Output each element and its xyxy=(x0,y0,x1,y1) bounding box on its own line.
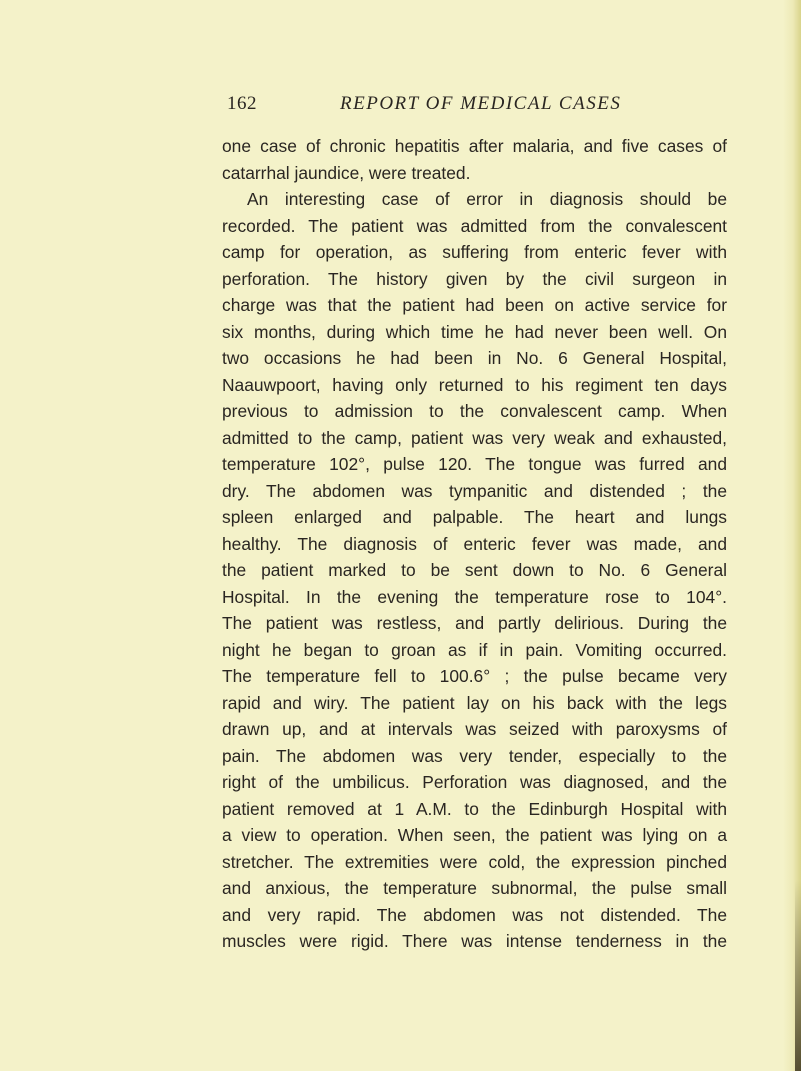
text-line: six months, during which time he had never been well. On xyxy=(222,321,727,342)
text-line: muscles were rigid. There was intense tenderness in the xyxy=(222,931,727,951)
text-line: healthy. The diagnosis of enteric fever was made, and xyxy=(222,533,727,554)
text-line: spleen enlarged and palpable. The heart and lungs xyxy=(222,507,727,527)
text-line: rapid and wiry. The patient lay on his back with the legs xyxy=(222,692,727,713)
text-line: patient removed at 1 A.M. to the Edinburgh Hospital with xyxy=(222,798,727,819)
text-line: Hospital. In the evening the temperature rose to 104°. xyxy=(222,586,727,607)
text-line: pain. The abdomen was very tender, especially to the xyxy=(222,745,727,766)
text-line: charge was that the patient had been on active service for xyxy=(222,295,727,315)
paragraph-first-line: An interesting case of error in diagnosis should be xyxy=(247,189,727,209)
page-number: 162 xyxy=(227,93,257,114)
text-line: previous to admission to the convalescent camp. When xyxy=(222,401,727,421)
text-line: two occasions he had been in No. 6 General Hospital, xyxy=(222,348,727,368)
text-line: perforation. The history given by the civil surgeon in xyxy=(222,268,727,289)
text-line: drawn up, and at intervals was seized with paroxysms of xyxy=(222,719,727,739)
text-line: dry. The abdomen was tympanitic and distended ; the xyxy=(222,480,727,501)
running-head xyxy=(222,93,727,117)
text-line: admitted to the camp, patient was very weak and exhausted, xyxy=(222,427,727,448)
text-line: a view to operation. When seen, the patient was lying on a xyxy=(222,825,727,845)
text-line: camp for operation, as suffering from enteric fever with xyxy=(222,242,727,262)
text-line: and anxious, the temperature subnormal, the pulse small xyxy=(222,878,727,898)
text-line: and very rapid. The abdomen was not distended. The xyxy=(222,904,727,925)
text-line: night he began to groan as if in pain. Vomiting occurred. xyxy=(222,639,727,660)
text-line: The patient was restless, and partly delirious. During the xyxy=(222,613,727,633)
text-line: one case of chronic hepatitis after malaria, and five cases of xyxy=(222,136,727,156)
page-edge-binding xyxy=(795,880,801,1071)
text-line: stretcher. The extremities were cold, the expression pinched xyxy=(222,851,727,872)
text-line: recorded. The patient was admitted from the convalescent xyxy=(222,215,727,236)
body-text xyxy=(222,133,727,955)
text-line: catarrhal jaundice, were treated. xyxy=(222,162,471,183)
text-line: right of the umbilicus. Perforation was diagnosed, and the xyxy=(222,772,727,792)
text-line: The temperature fell to 100.6° ; the pulse became very xyxy=(222,666,727,686)
running-head-title: REPORT OF MEDICAL CASES xyxy=(340,93,622,114)
text-line: the patient marked to be sent down to No. 6 General xyxy=(222,560,727,580)
text-line: Naauwpoort, having only returned to his regiment ten days xyxy=(222,374,727,395)
text-line: temperature 102°, pulse 120. The tongue was furred and xyxy=(222,454,727,474)
